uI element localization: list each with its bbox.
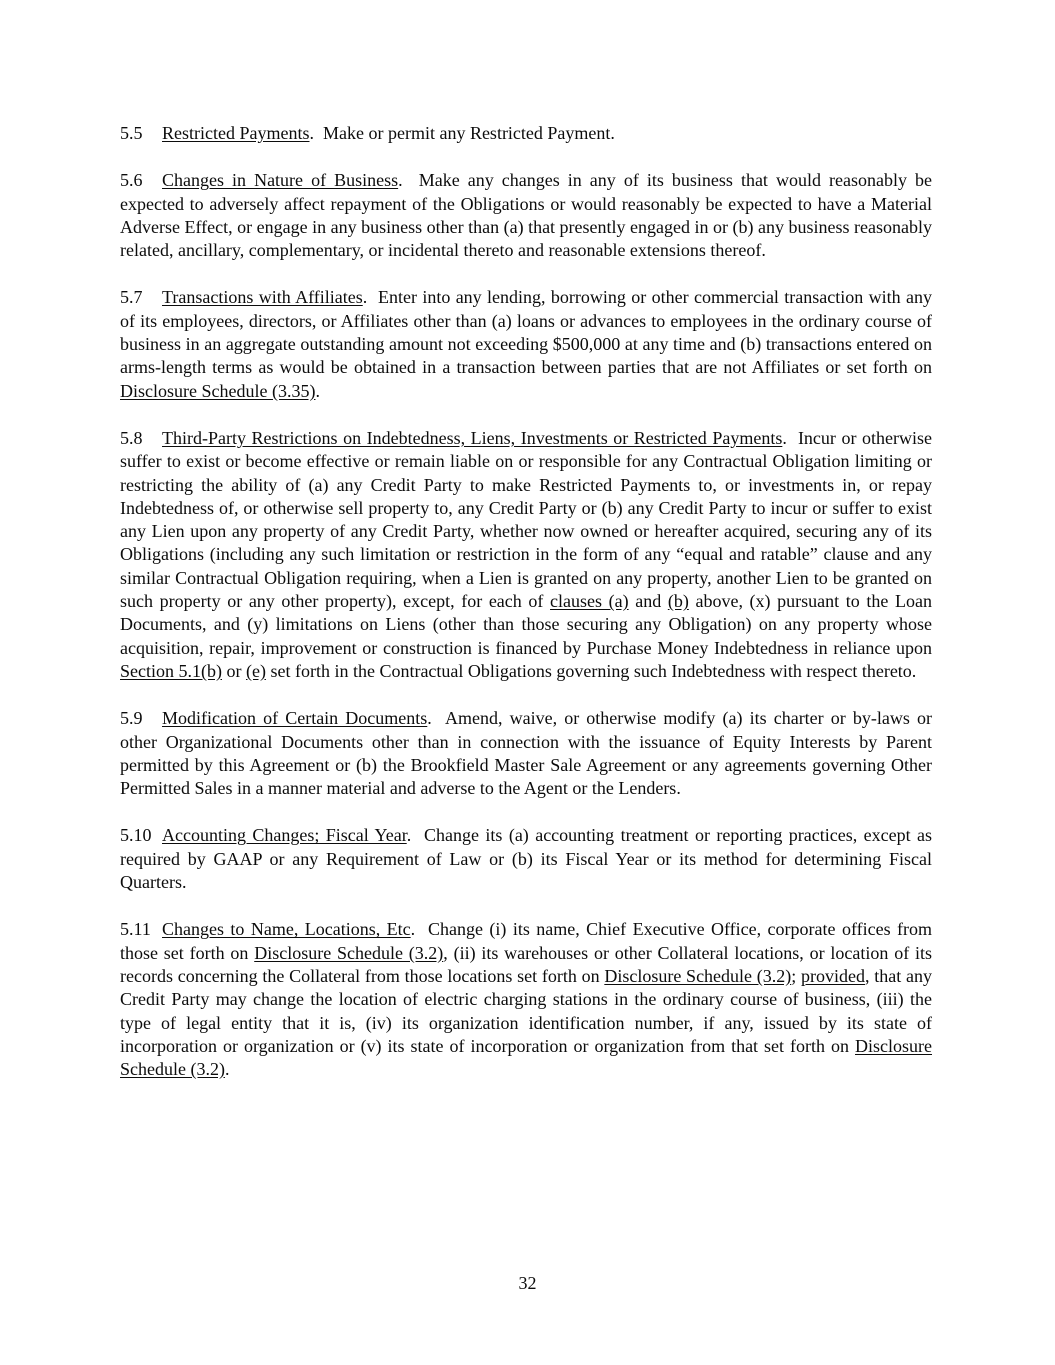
underlined-text: Changes in Nature of Business xyxy=(162,170,399,191)
section-text xyxy=(120,919,932,1079)
text-run: . Incur or otherwise suffer to exist or become effective or remain liable on or responsible for any Contractual Obligation limiting or restricting the ability of (a) any Credit Party to make Restricted Payments to, or investments in, or repay Indebtedness of, or otherwise sell property to, any Credit Party or (b) any Credit Party to incur or suffer to exist any Lien upon any property of any Credit Party, whether now owned or hereafter acquired, securing any of its Obligations (including any such limitation or restriction in the form of any “equal and ratable” clause and any similar Contractual Obligation requiring, when a Lien is granted on any property, another Lien to be granted on such property or any other property), except, for each of xyxy=(120,427,932,612)
section-text xyxy=(120,287,932,400)
underlined-text: Third-Party Restrictions on Indebtedness, Liens, Investments or Restricted Payments xyxy=(162,427,783,448)
text-run: . Amend, waive, or otherwise modify (a) its charter or by-laws or other Organizational Documents other than in connection with the issuance of Equity Interests by Parent permitted by this Agreement or (b) the Brookfield Master Sale Agreement or any agreements governing Other Permitted Sales in a manner material and adverse to the Agent or the Lenders. xyxy=(120,708,932,799)
underlined-text: Section 5.1(b) xyxy=(120,660,222,681)
section-text xyxy=(120,170,932,260)
underlined-text: (e) xyxy=(245,660,266,681)
section-text xyxy=(120,825,932,892)
underlined-text: provided xyxy=(801,965,866,986)
text-run: . Change its (a) accounting treatment or reporting practices, except as required by GAAP or any Requirement of Law or (b) its Fiscal Year or its method for determining Fiscal Quarters. xyxy=(120,825,932,893)
underlined-text: Restricted Payments xyxy=(162,123,310,143)
underlined-text: Modification of Certain Documents xyxy=(162,708,428,729)
section-number: 5.10 xyxy=(120,825,152,846)
text-run: , (ii) its warehouses or other Collateral locations, or location of its records concerning the Collateral from those locations set forth on xyxy=(120,942,932,986)
section-number: 5.9 xyxy=(120,708,143,729)
underlined-text: Accounting Changes; Fiscal Year xyxy=(162,825,407,846)
text-run: . Change (i) its name, Chief Executive Office, corporate offices from those set forth on xyxy=(120,919,933,963)
section-5-10 xyxy=(120,824,932,894)
text-run: set forth in the Contractual Obligations governing such Indebtedness with respect thereto. xyxy=(265,660,917,681)
underlined-text: Disclosure Schedule (3.2) xyxy=(254,942,444,963)
section-text xyxy=(120,708,932,798)
text-run: . xyxy=(315,380,320,401)
text-run: and xyxy=(628,591,668,612)
section-5-8 xyxy=(120,427,932,683)
section-number: 5.11 xyxy=(120,919,151,940)
section-5-9 xyxy=(120,707,932,800)
text-run: . Enter into any lending, borrowing or other commercial transaction with any of its employees, directors, or Affiliates other than (a) loans or advances to employees in the ordinary course of business in an aggregate outstanding amount not exceeding $500,000 at any time and (b) transactions entered on arms-length terms as would be obtained in a transaction between parties that are not Affiliates or set forth on xyxy=(120,287,932,378)
text-run: . Make or permit any Restricted Payment. xyxy=(309,123,615,143)
section-5-11 xyxy=(120,918,932,1081)
section-5-6 xyxy=(120,169,932,262)
text-run: ; xyxy=(791,965,802,986)
section-number: 5.5 xyxy=(120,123,143,143)
section-number: 5.6 xyxy=(120,170,143,191)
text-run: or xyxy=(221,660,246,681)
section-number: 5.8 xyxy=(120,427,143,448)
text-run: . xyxy=(224,1059,230,1080)
text-run: . Make any changes in any of its business that would reasonably be expected to adversely affect repayment of the Obligations or would reasonably be expected to have a Material Adverse Effect, or engage in any business other than (a) that presently engaged in or (b) any business reasonably related, ancillary, complementary, or incidental thereto and reasonable extensions thereof. xyxy=(120,170,933,261)
section-text xyxy=(162,123,615,143)
underlined-text: (b) xyxy=(667,591,689,612)
underlined-text: Changes to Name, Locations, Etc xyxy=(162,919,411,940)
section-number: 5.7 xyxy=(120,287,143,308)
underlined-text: Transactions with Affiliates xyxy=(162,287,363,308)
section-5-7 xyxy=(120,286,932,402)
section-5-5 xyxy=(120,122,932,145)
underlined-text: clauses (a) xyxy=(550,591,629,612)
section-text xyxy=(120,428,932,681)
text-run: above, (x) pursuant to the Loan Documents, and (y) limitations on Liens (other than those securing any Obligation) on any property whose acquisition, repair, improvement or construction is financed by Purchase Money Indebtedness in reliance upon xyxy=(120,591,932,658)
underlined-text: Disclosure Schedule (3.2) xyxy=(604,965,792,986)
underlined-text: Disclosure Schedule (3.35) xyxy=(120,380,316,401)
underlined-text: Disclosure Schedule (3.2) xyxy=(120,1035,932,1080)
page-number: 32 xyxy=(518,1273,537,1293)
document-body xyxy=(120,122,932,1105)
text-run: , that any Credit Party may change the location of electric charging stations in the ordinary course of business, (iii) the type of legal entity that it is, (iv) its organization identification number, if any, issued by its state of incorporation or organization or (v) its state of incorporation or organization from that set forth on xyxy=(120,965,932,1056)
